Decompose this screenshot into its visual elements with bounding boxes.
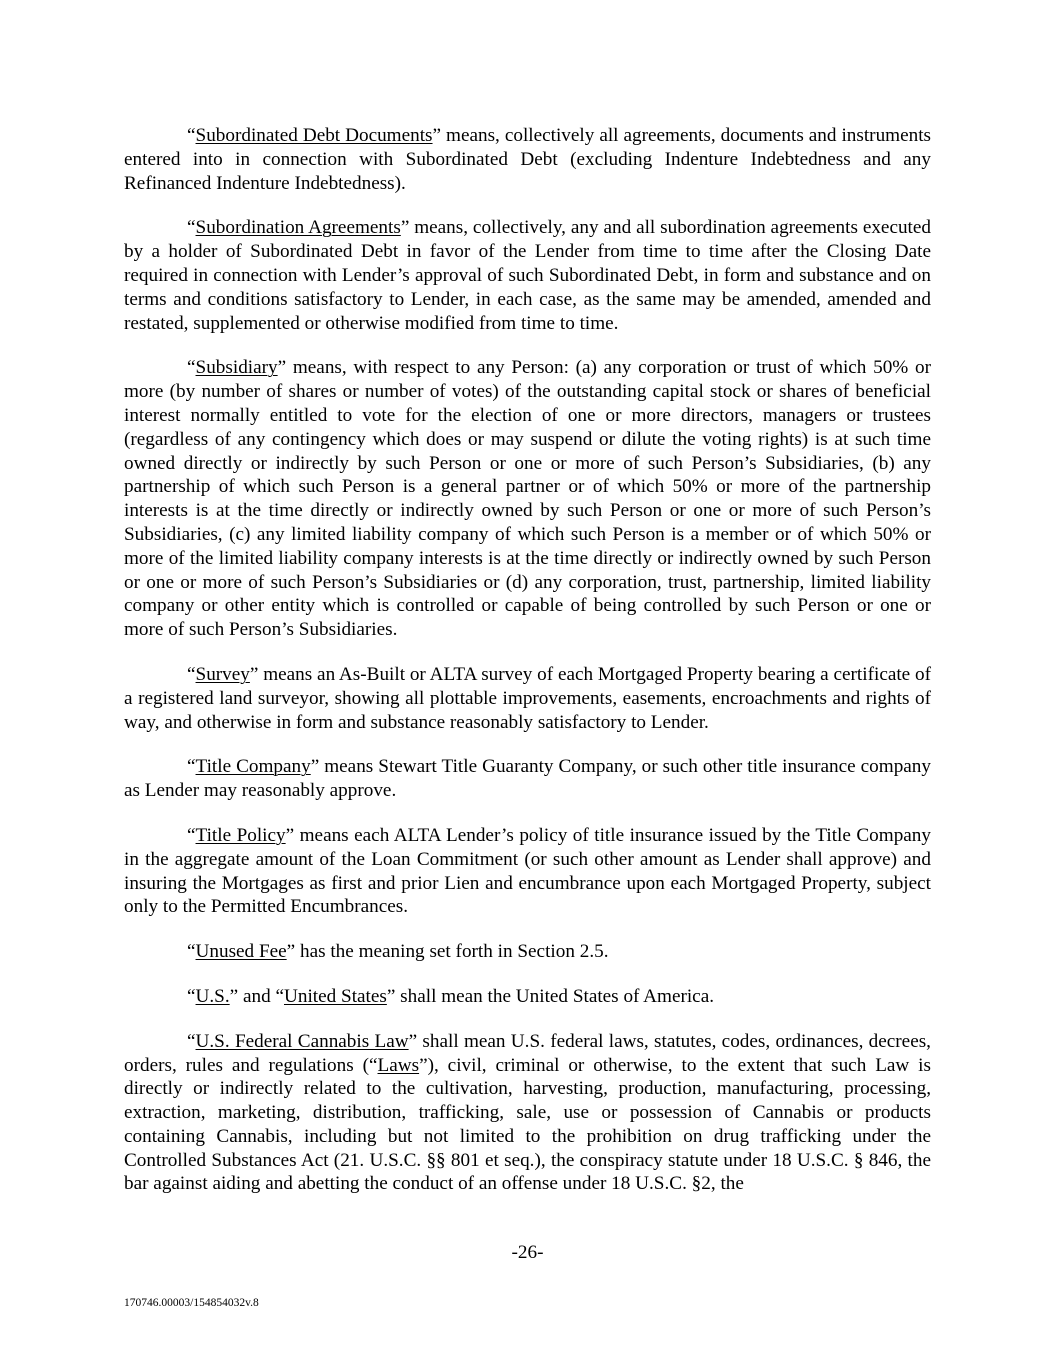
open-quote: “ — [187, 985, 196, 1007]
definition-text: ” means, with respect to any Person: (a) any corporation or trust of which 50% or more (by number of shares or number of votes) of the outstanding capital stock or shares of beneficial interest normally entitled to vote for the election of one or more directors, managers or trustees (regardless of any contingency which does or may suspend or dilute the voting rights) is at such time owned directly or indirectly by such Person or one or more of such Person’s Subsidiaries, (b) any partnership of which such Person is a general partner or of which 50% or more of the partnership interests is at the time directly or indirectly owned by such Person or one or more of such Person’s Subsidiaries, (c) any limited liability company of which such Person is a member or of which 50% or more of the limited liability company interests is at the time directly or indirectly owned by such Person or one or more of such Person’s Subsidiaries or (d) any corporation, trust, partnership, limited liability company or other entity which is controlled or capable of being controlled by such Person or one or more of such Person’s Subsidiaries. — [124, 357, 931, 641]
definition-text: ” means, collectively, any and all subordination agreements executed by a holder of Subordinated Debt in favor of the Lender from time to time after the Closing Date required in connection with Lender’s approval of such Subordinated Debt, in form and substance and on terms and conditions satisfactory to Lender, in each case, as the same may be amended, amended and restated, supplemented or otherwise modified from time to time. — [124, 217, 931, 334]
defined-term: Survey — [195, 663, 250, 685]
defined-term: United States — [284, 985, 387, 1007]
open-quote: “ — [187, 824, 196, 846]
definition-title-company — [124, 755, 931, 803]
definition-text: ” means an As-Built or ALTA survey of each Mortgaged Property bearing a certificate of a registered land surveyor, showing all plottable improvements, easements, encroachments and rights of way, and otherwise in form and substance reasonably satisfactory to Lender. — [124, 663, 931, 733]
definition-subordinated-debt-documents — [124, 124, 931, 195]
defined-term: U.S. — [195, 985, 230, 1007]
definition-text: ”), civil, criminal or otherwise, to the extent that such Law is directly or indirectly related to the cultivation, harvesting, production, manufacturing, processing, extraction, marketing, distribution, trafficking, sale, use or possession of Cannabis or products containing Cannabis, including but not limited to the prohibition on drug trafficking under the Controlled Substances Act (21. U.S.C. §§ 801 et seq.), the conspiracy statute under 18 U.S.C. § 846, the bar against aiding and abetting the conduct of an offense under 18 U.S.C. §2, the — [124, 1054, 931, 1195]
definition-subordination-agreements — [124, 216, 931, 335]
definition-text: ” means, collectively all agreements, documents and instruments entered into in connection with Subordinated Debt (excluding Indenture Indebtedness and any Refinanced Indenture Indebtedness). — [124, 125, 932, 194]
definition-text: ” has the meaning set forth in Section 2.5. — [286, 941, 609, 963]
document-id: 170746.00003/154854032v.8 — [124, 1297, 259, 1309]
definition-title-policy — [124, 824, 931, 919]
open-quote: “ — [187, 941, 196, 963]
open-quote: “ — [187, 663, 196, 685]
definition-survey — [124, 663, 931, 734]
defined-term: U.S. Federal Cannabis Law — [195, 1030, 409, 1052]
definition-text: ” shall mean U.S. federal laws, statutes, codes, ordinances, decrees, orders, rules and regulations (“ — [124, 1030, 931, 1076]
definition-connector: ” and “ — [229, 985, 284, 1007]
open-quote: “ — [187, 1030, 196, 1052]
definition-text: ” means each ALTA Lender’s policy of title insurance issued by the Title Company in the aggregate amount of the Loan Commitment (or such other amount as Lender shall approve) and insuring the Mortgages as first and prior Lien and encumbrance upon each Mortgaged Property, subject only to the Permitted Encumbrances. — [124, 824, 931, 918]
open-quote: “ — [187, 217, 196, 239]
definition-unused-fee — [124, 940, 931, 964]
defined-term: Title Company — [195, 756, 311, 778]
open-quote: “ — [187, 756, 196, 778]
open-quote: “ — [187, 357, 196, 379]
defined-term: Title Policy — [195, 824, 286, 846]
page-number: -26- — [511, 1242, 544, 1263]
definition-text: ” means Stewart Title Guaranty Company, or such other title insurance company as Lender may reasonably approve. — [124, 756, 931, 802]
open-quote: “ — [187, 125, 196, 146]
definition-us — [124, 985, 931, 1009]
defined-term: Laws — [377, 1054, 420, 1076]
definition-us-federal-cannabis-law — [124, 1030, 931, 1197]
definition-text: ” shall mean the United States of America. — [386, 985, 715, 1007]
defined-term: Subordinated Debt Documents — [195, 125, 433, 146]
defined-term: Subordination Agreements — [195, 217, 401, 239]
document-body — [124, 124, 931, 1217]
defined-term: Unused Fee — [195, 941, 287, 963]
definition-subsidiary — [124, 356, 931, 642]
defined-term: Subsidiary — [195, 357, 278, 379]
